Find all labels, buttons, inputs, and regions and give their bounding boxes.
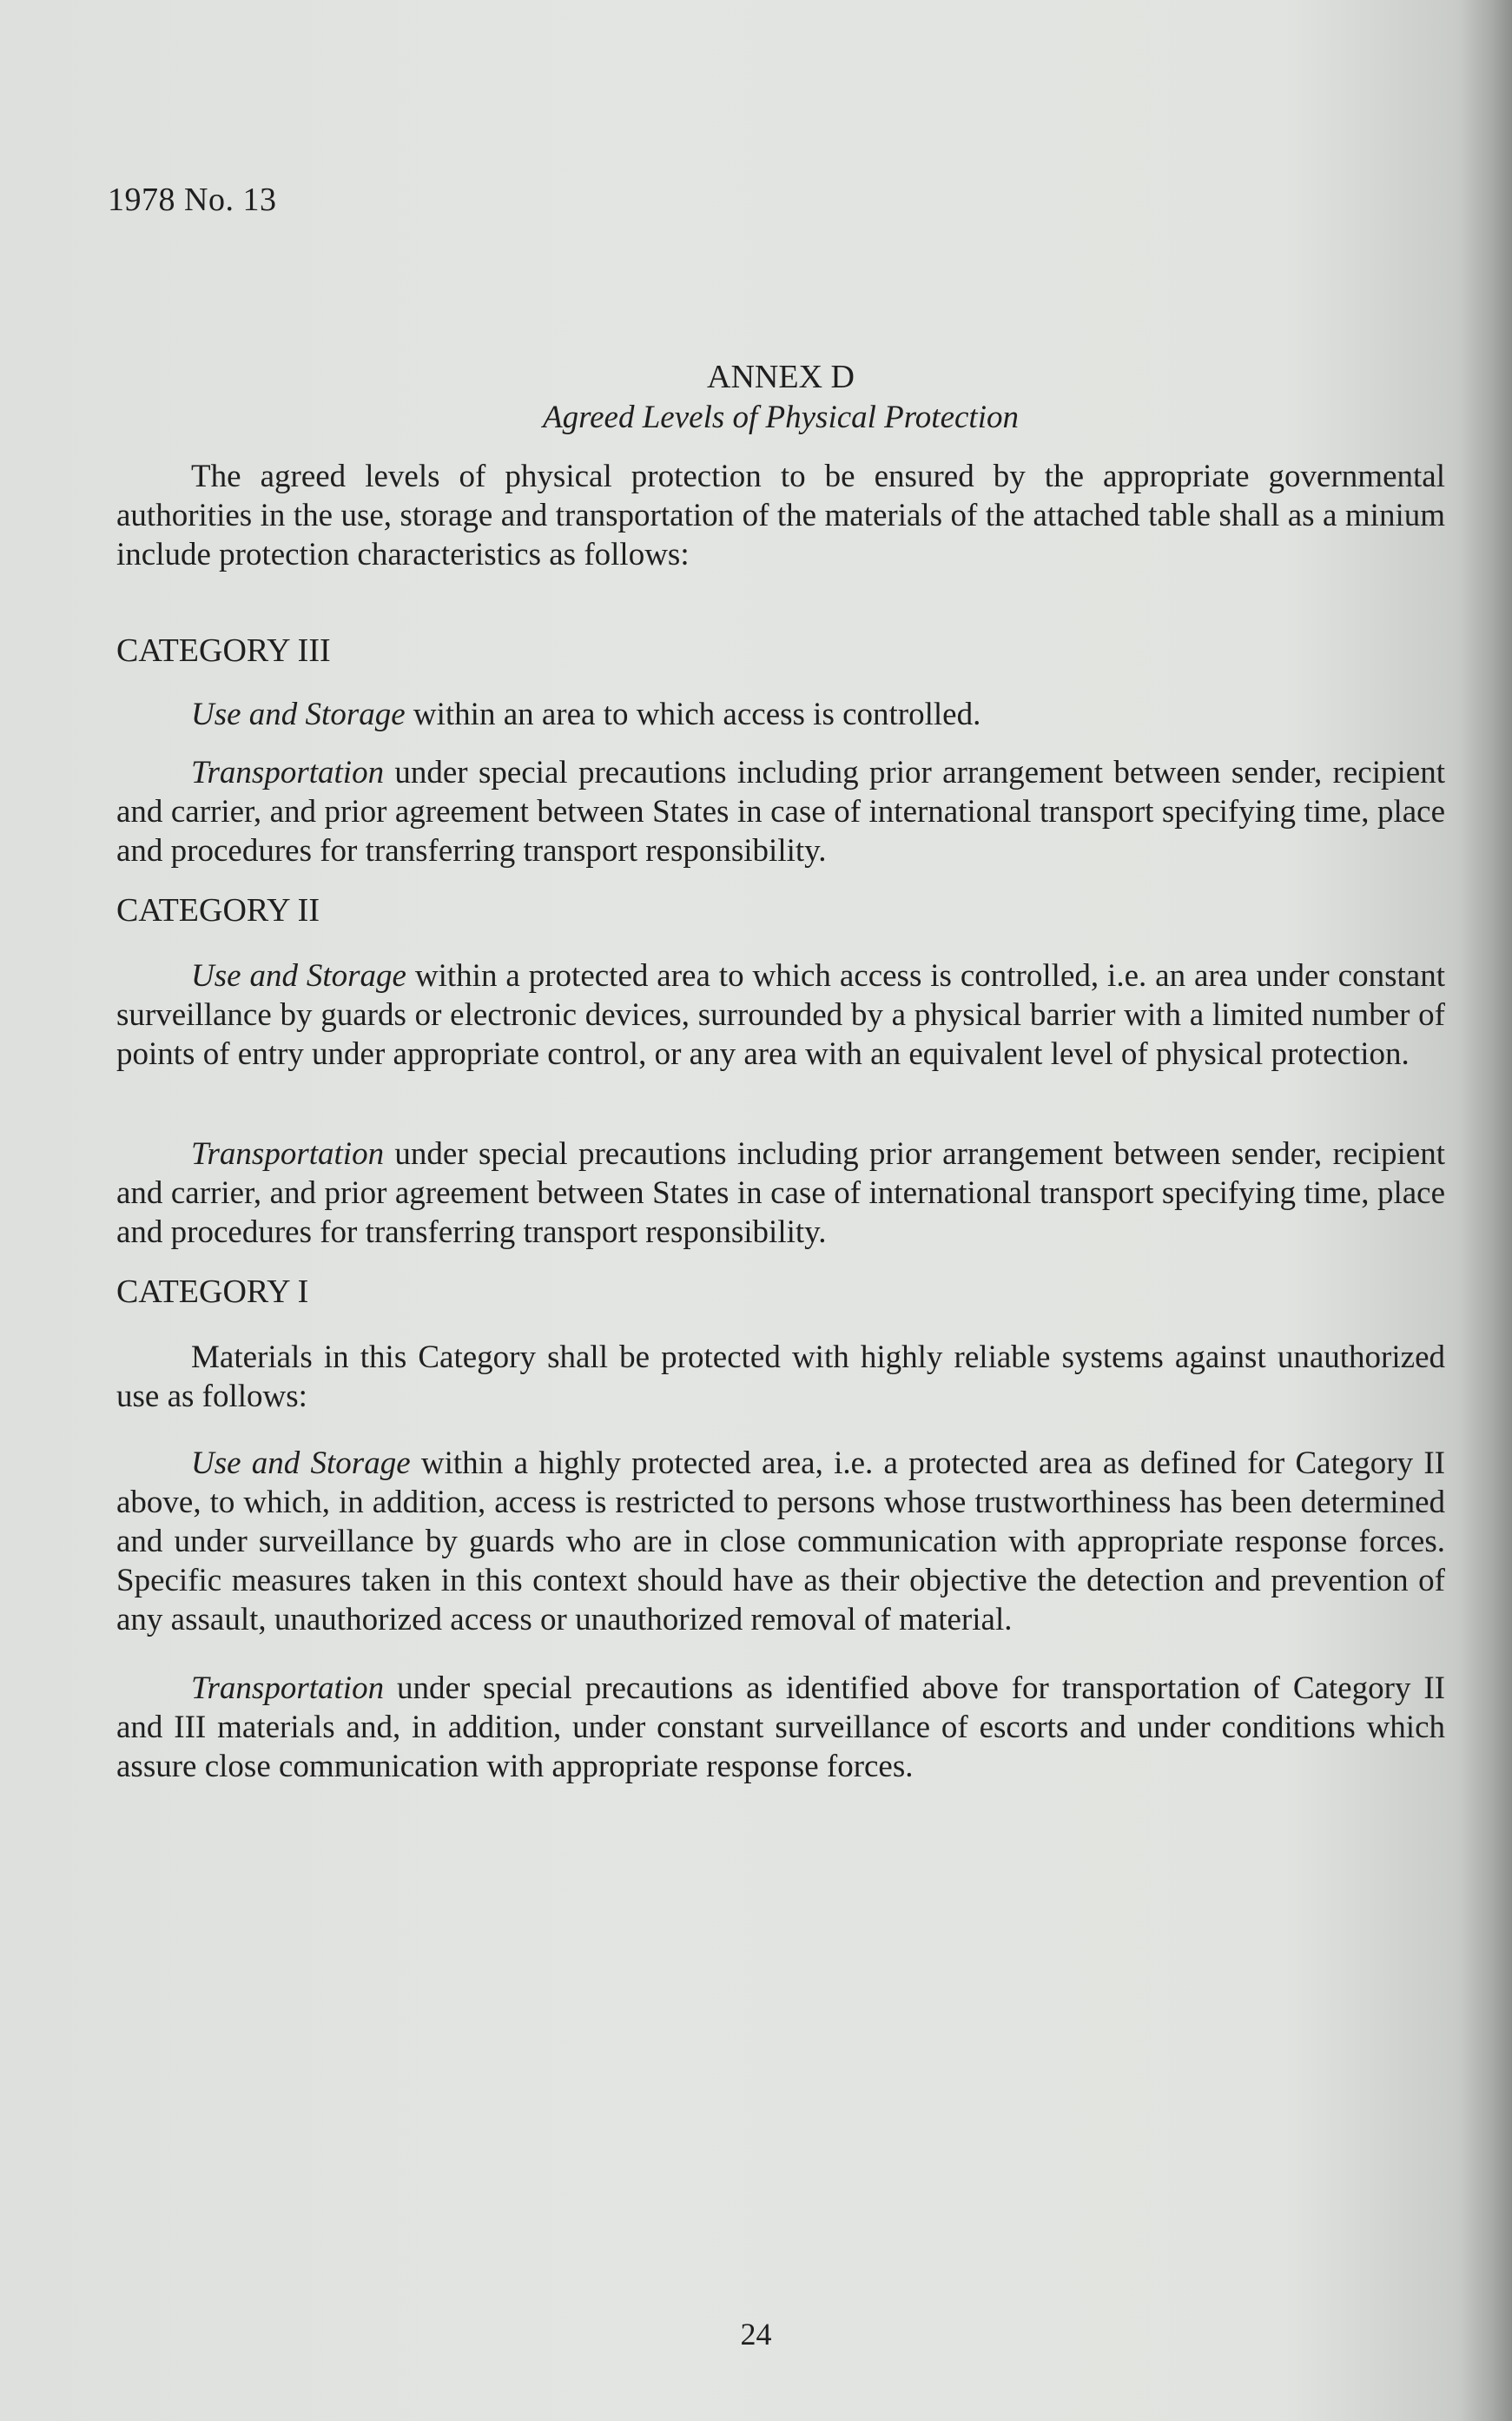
annex-intro: The agreed levels of physical protection to be ensured by the appropriate governmental authorities in the use, storage and transportation of the materials of the attached table shall as a minium include protection characteristics as follows: — [116, 459, 1445, 572]
category-iii-heading: CATEGORY III — [116, 632, 331, 669]
category-ii-use-storage — [116, 956, 1445, 1074]
category-ii-heading: CATEGORY II — [116, 892, 320, 929]
annex-subtitle: Agreed Levels of Physical Protection — [543, 400, 1019, 435]
category-i-intro: Materials in this Category shall be protected with highly reliable systems against unauthorized use as follows: — [116, 1339, 1445, 1414]
category-iii-transportation — [116, 753, 1445, 870]
category-i-use-storage — [116, 1444, 1445, 1639]
page-content — [116, 356, 1445, 1786]
paragraph-text: under special precautions including prior arrangement between sender, recipient and carrier, and prior agreement between States in case of international transport specifying time, place and procedures for transferring transport responsibility. — [116, 755, 1445, 869]
term-label: Transportation — [191, 1136, 385, 1172]
paragraph-text: under special precautions including prior arrangement between sender, recipient and carrier, and prior agreement between States in case of international transport specifying time, place and procedures for transferring transport responsibility. — [116, 1136, 1445, 1250]
paragraph-text: within an area to which access is controlled. — [405, 697, 981, 732]
term-label: Transportation — [191, 755, 385, 790]
term-label: Transportation — [191, 1670, 385, 1706]
category-iii-use-storage — [116, 695, 1445, 734]
paragraph-text: within a highly protected area, i.e. a protected area as defined for Category II above, to which, in addition, access is restricted to persons whose trustworthiness has been determined and under surveillance by guards who are in close communication with appropriate response forces. Specific measures taken in this context should have as their objective the detection and prevention of any assault, unauthorized access or unauthorized removal of material. — [116, 1445, 1445, 1637]
paragraph-text: within a protected area to which access is controlled, i.e. an area under constant surveillance by guards or electronic devices, surrounded by a physical barrier with a limited number of points of entry under appropriate control, or any area with an equivalent level of physical protection. — [116, 958, 1445, 1072]
category-ii-transportation — [116, 1134, 1445, 1252]
running-header: 1978 No. 13 — [108, 182, 277, 218]
binding-shadow — [1460, 0, 1512, 2421]
term-label: Use and Storage — [191, 697, 406, 732]
paragraph-text: under special precautions as identified above for transportation of Category II and III materials and, in addition, under constant surveillance of escorts and under conditions which assure close communication with appropriate response forces. — [116, 1670, 1445, 1784]
annex-title: ANNEX D — [707, 359, 855, 395]
page-number: 24 — [740, 2317, 772, 2352]
category-i-heading: CATEGORY I — [116, 1273, 309, 1310]
category-i-transportation — [116, 1669, 1445, 1786]
term-label: Use and Storage — [191, 1445, 411, 1481]
term-label: Use and Storage — [191, 958, 406, 994]
